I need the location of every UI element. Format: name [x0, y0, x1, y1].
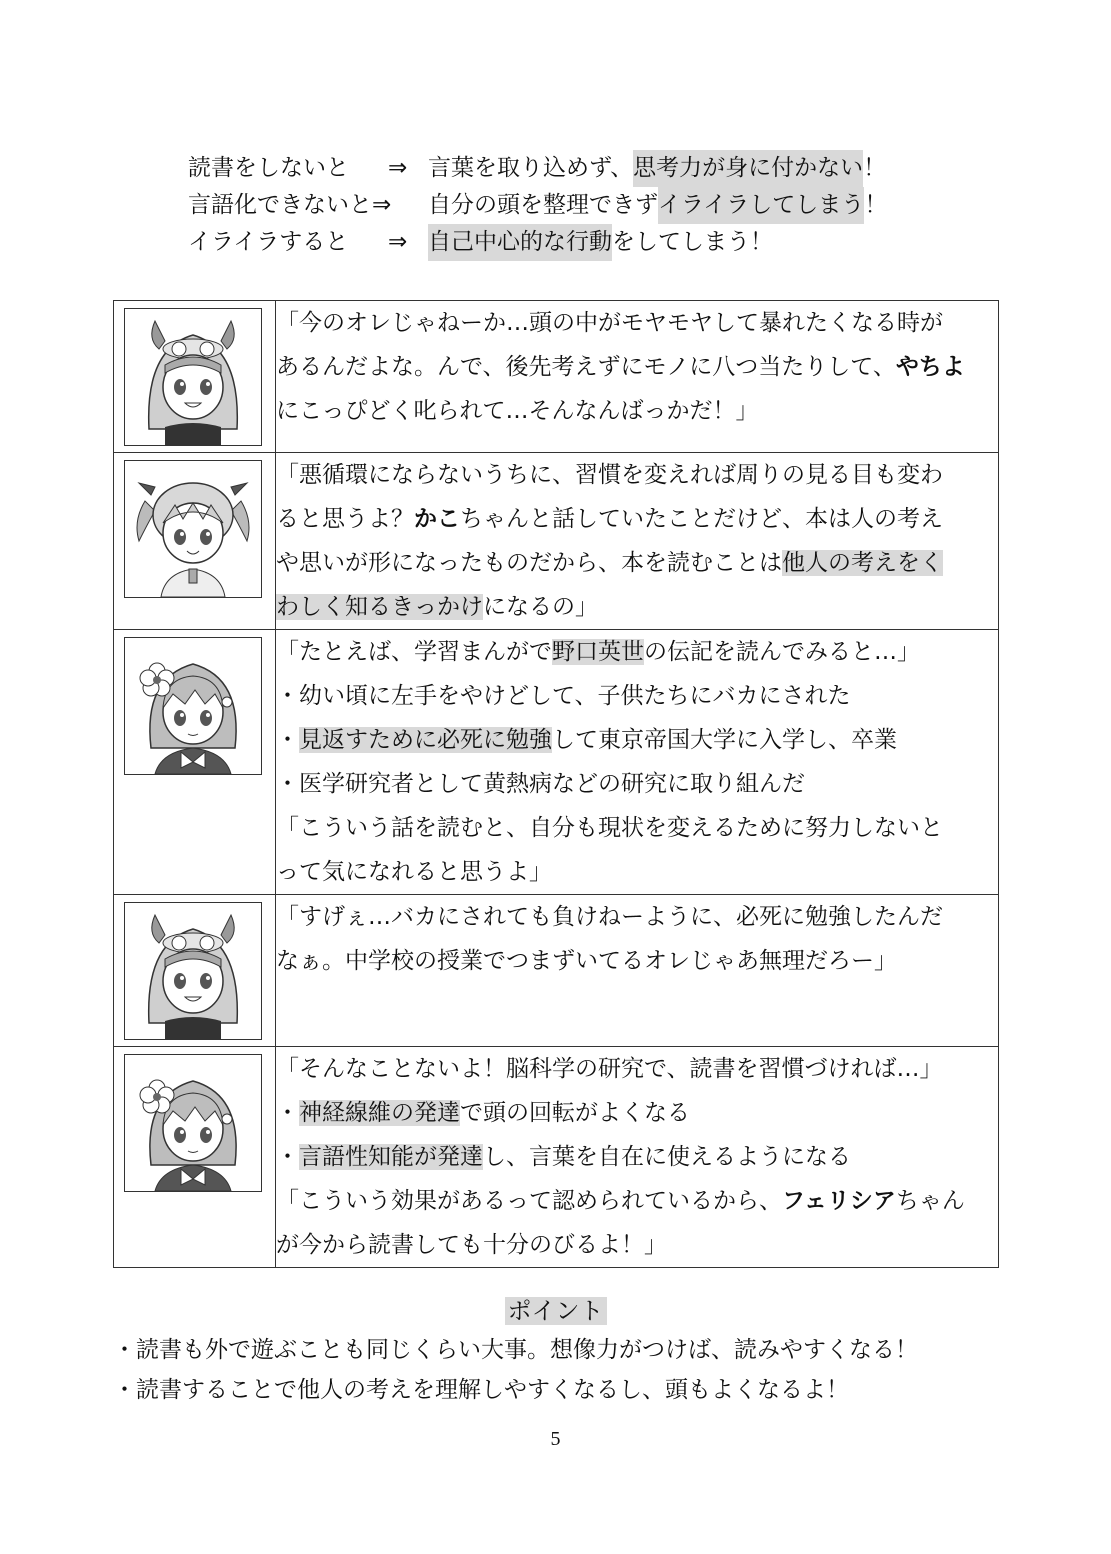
intro-highlight: イライラしてしまう	[658, 187, 864, 224]
character-name: やちよ	[895, 354, 965, 380]
intro-tail: をしてしまう！	[612, 229, 773, 255]
twin-tail-girl-avatar	[124, 460, 262, 598]
highlight-text: 言語性知能が発達	[299, 1144, 483, 1170]
avatar-cell	[114, 301, 276, 453]
dialogue-text	[276, 453, 999, 630]
line-text: 「こういう話を読むと、自分も現状を変えるために努力しないと	[276, 815, 943, 841]
line-text: 「今のオレじゃねーか…頭の中がモヤモヤして暴れたくなる時が	[276, 310, 943, 336]
intro-highlight: 思考力が身に付かない	[633, 150, 863, 187]
intro-cause: 言語化できないと⇒	[188, 192, 392, 218]
line-text: 「そんなことないよ！脳科学の研究で、読書を習慣づければ…」	[276, 1056, 943, 1082]
intro-effect: 言葉を取り込めず、	[428, 155, 634, 181]
dialogue-row	[114, 630, 999, 895]
dialogue-line	[276, 1135, 998, 1179]
line-text: や思いが形になったものだから、本を読むことは	[276, 550, 782, 576]
line-text: 「こういう効果があるって認められているから、	[276, 1188, 782, 1214]
line-text: ると思うよ？	[276, 506, 414, 532]
line-text: が今から読書しても十分のびるよ！」	[276, 1232, 667, 1258]
intro-cause: イライラすると	[188, 229, 349, 255]
flower-girl-avatar	[124, 637, 262, 775]
dialogue-line	[276, 453, 998, 497]
intro-effect: 自分の頭を整理できず	[428, 192, 658, 218]
dialogue-line	[276, 939, 998, 983]
dialogue-row	[114, 301, 999, 453]
intro-line	[188, 187, 887, 224]
dialogue-line	[276, 389, 998, 433]
point-list	[113, 1330, 918, 1410]
dialogue-line	[276, 762, 998, 806]
line-text: して東京帝国大学に入学し、卒業	[552, 727, 897, 753]
dialogue-line	[276, 1091, 998, 1135]
intro-highlight: 自己中心的な行動	[428, 224, 612, 261]
dialogue-text	[276, 630, 999, 895]
dialogue-line	[276, 301, 998, 345]
highlight-text: 神経線維の発達	[299, 1100, 460, 1126]
avatar-cell	[114, 895, 276, 1047]
line-text: ・医学研究者として黄熱病などの研究に取り組んだ	[276, 771, 805, 797]
intro-tail: ！	[864, 192, 888, 218]
line-text: 「たとえば、学習まんがで	[276, 639, 552, 665]
intro-line	[188, 224, 887, 261]
line-text: になるの」	[483, 594, 598, 620]
arrow: ⇒	[388, 155, 408, 181]
line-text: ・幼い頃に左手をやけどして、子供たちにバカにされた	[276, 683, 851, 709]
intro-tail: ！	[863, 155, 887, 181]
point-item: ・読書も外で遊ぶことも同じくらい大事。想像力がつけば、読みやすくなる！	[113, 1337, 918, 1363]
dialogue-row	[114, 895, 999, 1047]
line-text: ・	[276, 1144, 299, 1170]
dialogue-line	[276, 585, 998, 629]
arrow: ⇒	[388, 229, 408, 255]
point-heading: ポイント	[0, 1291, 1111, 1326]
avatar-cell	[114, 1047, 276, 1268]
dialogue-text	[276, 895, 999, 1047]
character-name: フェリシア	[782, 1188, 896, 1214]
line-text: し、言葉を自在に使えるようになる	[483, 1144, 851, 1170]
avatar-cell	[114, 630, 276, 895]
dialogue-line	[276, 1047, 998, 1091]
line-text: で頭の回転がよくなる	[460, 1100, 690, 1126]
line-text: なぁ。中学校の授業でつまずいてるオレじゃあ無理だろー」	[276, 948, 897, 974]
line-text: にこっぴどく叱られて…そんなんばっかだ！」	[276, 398, 759, 424]
dialogue-table	[113, 300, 999, 1268]
line-text: って気になれると思うよ」	[276, 859, 552, 885]
highlight-text: 見返すために必死に勉強	[299, 727, 552, 753]
dialogue-line	[276, 1223, 998, 1267]
avatar-cell	[114, 453, 276, 630]
dialogue-row	[114, 453, 999, 630]
line-text: ・	[276, 727, 299, 753]
dialogue-line	[276, 718, 998, 762]
dialogue-line	[276, 850, 998, 894]
hooded-boy-avatar	[124, 308, 262, 446]
line-text: ちゃんと話していたことだけど、本は人の考え	[460, 506, 943, 532]
intro-line	[188, 150, 887, 187]
line-text: 「すげぇ…バカにされても負けねーように、必死に勉強したんだ	[276, 904, 943, 930]
page-number: 5	[550, 1428, 561, 1450]
line-text: 「悪循環にならないうちに、習慣を変えれば周りの見る目も変わ	[276, 462, 943, 488]
dialogue-line	[276, 895, 998, 939]
dialogue-line	[276, 806, 998, 850]
dialogue-line	[276, 541, 998, 585]
dialogue-line	[276, 1179, 998, 1223]
intro-cause: 読書をしないと	[188, 155, 349, 181]
intro-block	[188, 150, 887, 261]
line-text: あるんだよな。んで、後先考えずにモノに八つ当たりして、	[276, 354, 896, 380]
flower-girl-avatar	[124, 1054, 262, 1192]
dialogue-row	[114, 1047, 999, 1268]
hooded-boy-avatar	[124, 902, 262, 1040]
line-text: ・	[276, 1100, 299, 1126]
line-text: ちゃん	[895, 1188, 965, 1214]
highlight-text: 他人の考えをく	[782, 550, 943, 576]
dialogue-line	[276, 497, 998, 541]
dialogue-line	[276, 630, 998, 674]
point-item: ・読書することで他人の考えを理解しやすくなるし、頭もよくなるよ！	[113, 1377, 849, 1403]
line-text: の伝記を読んでみると…」	[644, 639, 920, 665]
character-name: かこ	[414, 506, 460, 532]
dialogue-line	[276, 345, 998, 389]
highlight-text: 野口英世	[552, 639, 644, 665]
dialogue-line	[276, 674, 998, 718]
dialogue-text	[276, 301, 999, 453]
highlight-text: わしく知るきっかけ	[276, 594, 483, 620]
dialogue-text	[276, 1047, 999, 1268]
